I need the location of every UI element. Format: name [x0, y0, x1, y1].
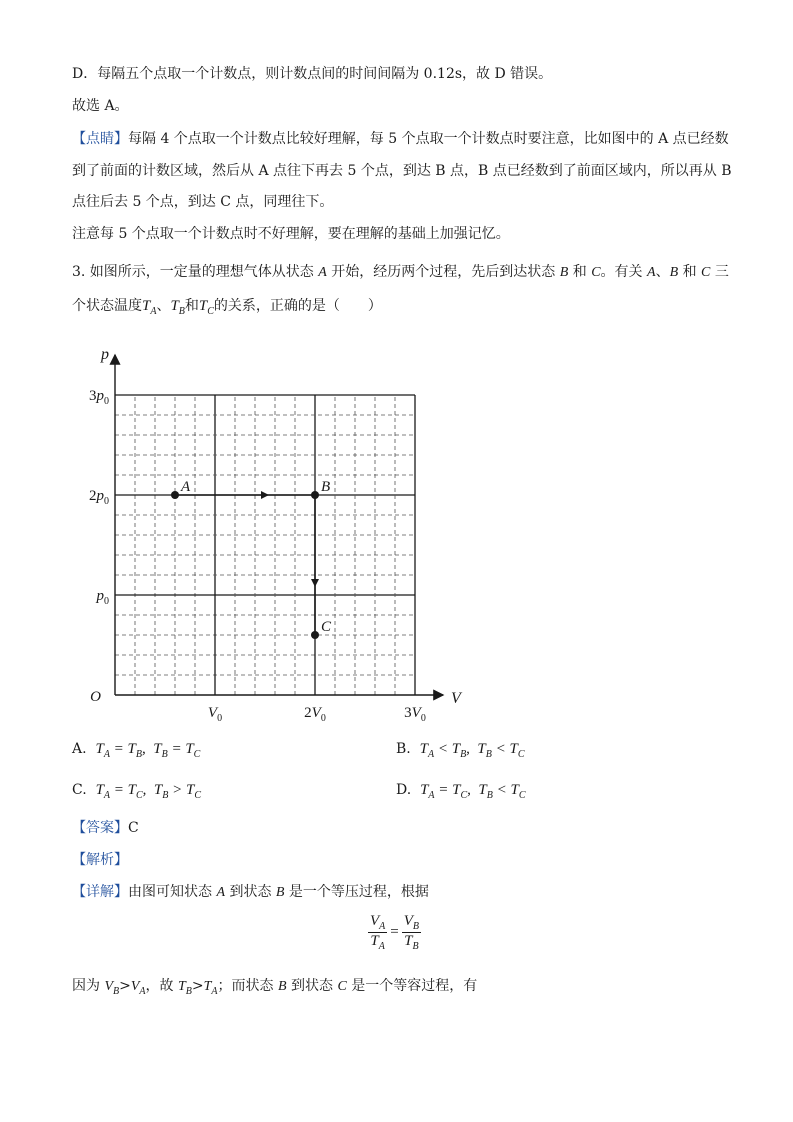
detail-text: 是一个等压过程，根据 [284, 884, 429, 900]
process-lines [175, 491, 319, 635]
last-line [72, 976, 477, 1002]
last-text: 是一个等容过程，有 [346, 978, 478, 994]
question-text: 三 [710, 264, 729, 280]
arrow-ab [261, 491, 269, 499]
dianjing-tag: 【点睛】 [72, 131, 128, 147]
temp-tc: $T_C$ [198, 298, 214, 317]
answer-tag: 【答案】 [72, 820, 128, 836]
detail-tag: 【详解】 [72, 884, 128, 900]
dianjing-text: 每隔 4 个点取一个计数点比较好理解，每 5 个点取一个计数点时要注意，比如图中的 A 点已经数 [128, 131, 729, 147]
state-a: A [647, 265, 656, 280]
x-tick-label: $2V_0$ [304, 705, 326, 724]
question-text: 、 [156, 298, 171, 314]
text-line-1: D．每隔五个点取一个计数点，则计数点间的时间间隔为 0.12s，故 D 错误。 [72, 66, 553, 82]
last-text: ，故 [145, 978, 178, 994]
text-line-3 [72, 129, 729, 149]
x-axis-label: V [451, 690, 461, 707]
equals-sign: = [390, 924, 399, 940]
cond-tb: $T_B$ [177, 979, 192, 997]
x-tick-label: $V_0$ [207, 705, 223, 724]
answer-value: C [128, 820, 139, 836]
state-c: C [337, 979, 347, 994]
last-text: 因为 [72, 978, 105, 994]
text-line-2: 故选 A。 [72, 98, 129, 114]
option-c[interactable]: C. $T_A = T_C$, $T_B > T_C$ [72, 782, 202, 801]
grid [115, 395, 415, 695]
temp-ta: $T_A$ [142, 298, 157, 317]
text-line-6: 注意每 5 个点取一个计数点时不好理解，要在理解的基础上加强记忆。 [72, 226, 510, 242]
question-text: 和 [184, 298, 199, 314]
cond-vb: $V_B$ [104, 979, 120, 997]
question-line-2 [72, 296, 382, 322]
question-text: 开始，经历两个过程，先后到达状态 [326, 264, 560, 280]
option-a[interactable]: A. $T_A = T_B$, $T_B = T_C$ [72, 741, 201, 760]
analysis-tag: 【解析】 [72, 852, 128, 868]
y-axis-label: p [101, 346, 109, 363]
gt-sign: > [119, 978, 131, 994]
temp-tb: $T_B$ [170, 298, 185, 317]
text-line-4: 到了前面的计数区域，然后从 A 点往下再去 5 个点，到达 B 点，B 点已经数到了前面区域内，所以再从 B [72, 163, 732, 179]
gt-sign: > [191, 978, 204, 994]
question-line-1 [72, 262, 729, 283]
axes [115, 355, 443, 695]
cond-ta: $T_A$ [203, 979, 218, 997]
state-b: B [277, 979, 287, 994]
state-point [171, 491, 179, 499]
last-text: 到状态 [286, 978, 338, 994]
question-text: 。有关 [600, 264, 647, 280]
question-text: 个状态温度 [72, 298, 142, 314]
state-a: A [216, 885, 226, 900]
origin-label: O [90, 689, 101, 705]
detail-text: 到状态 [225, 884, 276, 900]
state-label: A [181, 479, 191, 495]
last-text: ；而状态 [217, 978, 278, 994]
state-point [311, 631, 319, 639]
fraction-left: $\frac{V_A}{T_A}$ [370, 913, 386, 952]
state-c: C [701, 265, 711, 280]
fraction-right: $\frac{V_B}{T_B}$ [403, 913, 420, 952]
state-label: C [321, 619, 332, 635]
state-a: A [318, 265, 327, 280]
detail-line [72, 882, 429, 903]
option-d[interactable]: D. $T_A = T_C$, $T_B < T_C$ [396, 782, 526, 801]
option-b[interactable]: B. $T_A < T_B$, $T_B < T_C$ [396, 741, 525, 760]
arrow-bc [311, 579, 319, 587]
answer-line [72, 818, 139, 838]
text-line-5: 点往后去 5 个点，到达 C 点，同理往下。 [72, 194, 334, 210]
question-text: 和 [568, 264, 592, 280]
question-text: 、 [655, 264, 670, 280]
state-b: B [275, 885, 285, 900]
y-tick-label: $2p_0$ [89, 488, 109, 507]
cond-va: $V_A$ [130, 979, 146, 997]
state-b: B [559, 265, 569, 280]
analysis-line [72, 850, 128, 870]
state-label: B [321, 479, 331, 495]
x-tick-label: $3V_0$ [404, 705, 426, 724]
formula [368, 913, 421, 952]
question-text: 和 [678, 264, 702, 280]
y-tick-label: $p_0$ [96, 588, 109, 607]
state-c: C [591, 265, 601, 280]
pv-graph [80, 340, 480, 730]
state-b: B [669, 265, 679, 280]
question-text: 3. 如图所示，一定量的理想气体从状态 [72, 264, 319, 280]
question-text: 的关系，正确的是（ ） [213, 298, 382, 314]
detail-text: 由图可知状态 [128, 884, 217, 900]
y-tick-label: $3p_0$ [89, 388, 109, 407]
state-point [311, 491, 319, 499]
